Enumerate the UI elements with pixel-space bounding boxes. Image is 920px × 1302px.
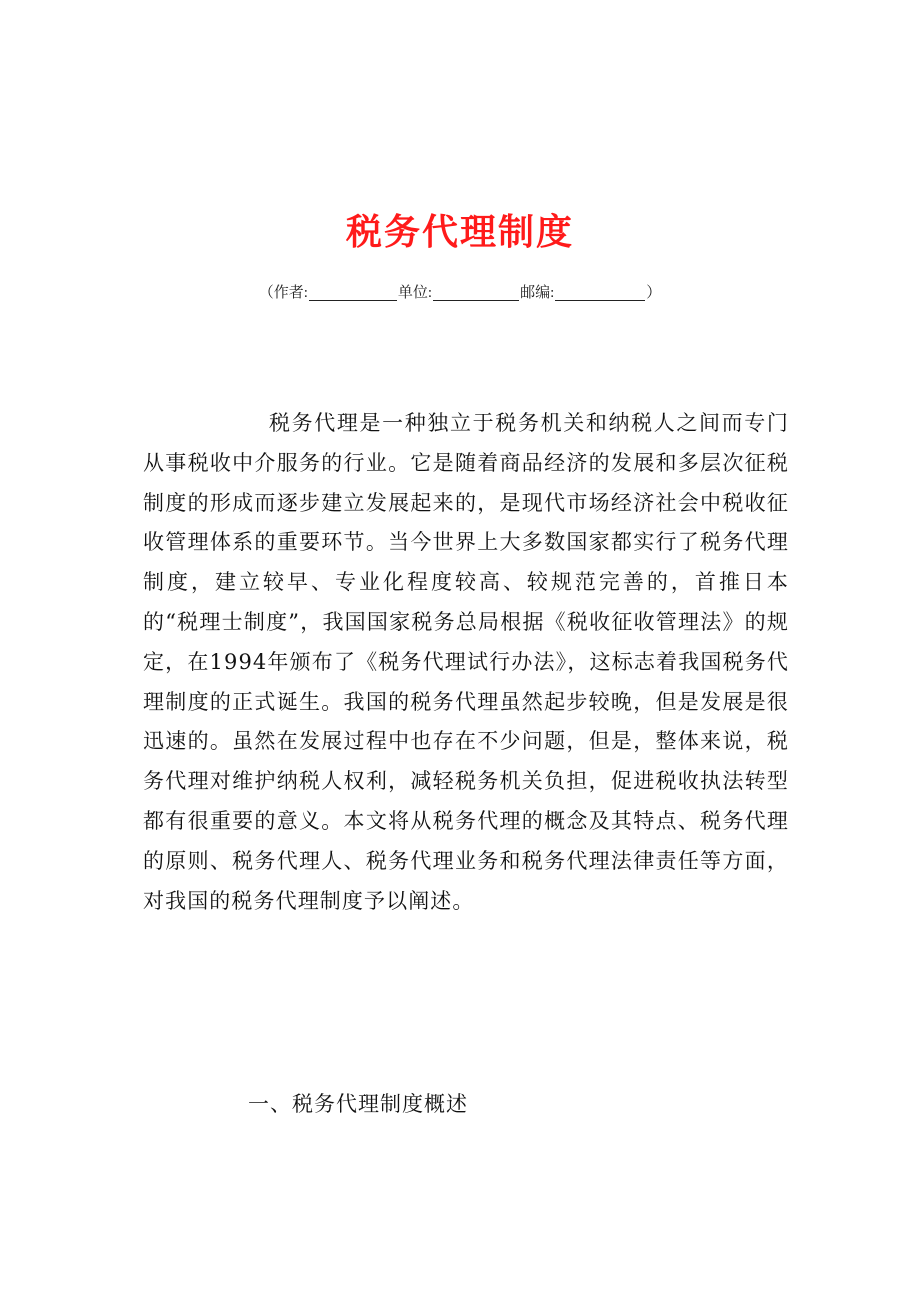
unit-label: 单位: xyxy=(397,285,433,301)
author-blank xyxy=(309,286,397,301)
section-heading: 一、税务代理制度概述 xyxy=(248,1092,468,1116)
unit-blank xyxy=(433,286,519,301)
author-info-line xyxy=(0,282,920,304)
closing-paren: ） xyxy=(646,285,662,301)
document-title: 税务代理制度 xyxy=(345,211,574,253)
intro-paragraph: 税务代理是一种独立于税务机关和纳税人之间而专门从事税收中介服务的行业。它是随着商品经济的发展和多层次征税制度的形成而逐步建立发展起来的，是现代市场经济社会中税收征收管理体系的重要环节。当今世界上大多数国家都实行了税务代理制度，建立较早、专业化程度较高、较规范完善的，首推日本的“税理士制度”，我国国家税务总局根据《税收征收管理法》的规定，在1994年颁布了《税务代理试行办法》，这标志着我国税务代理制度的正式诞生。我国的税务代理虽然起步较晚，但是发展是很迅速的。虽然在发展过程中也存在不少问题，但是，整体来说，税务代理对维护纳税人权利，减轻税务机关负担，促进税收执法转型都有很重要的意义。本文将从税务代理的概念及其特点、税务代理的原则、税务代理人、税务代理业务和税务代理法律责任等方面，对我国的税务代理制度予以阐述。 xyxy=(143,411,789,913)
postcode-label: 邮编: xyxy=(520,285,555,301)
author-label: （作者: xyxy=(258,285,308,301)
postcode-blank xyxy=(555,286,645,301)
